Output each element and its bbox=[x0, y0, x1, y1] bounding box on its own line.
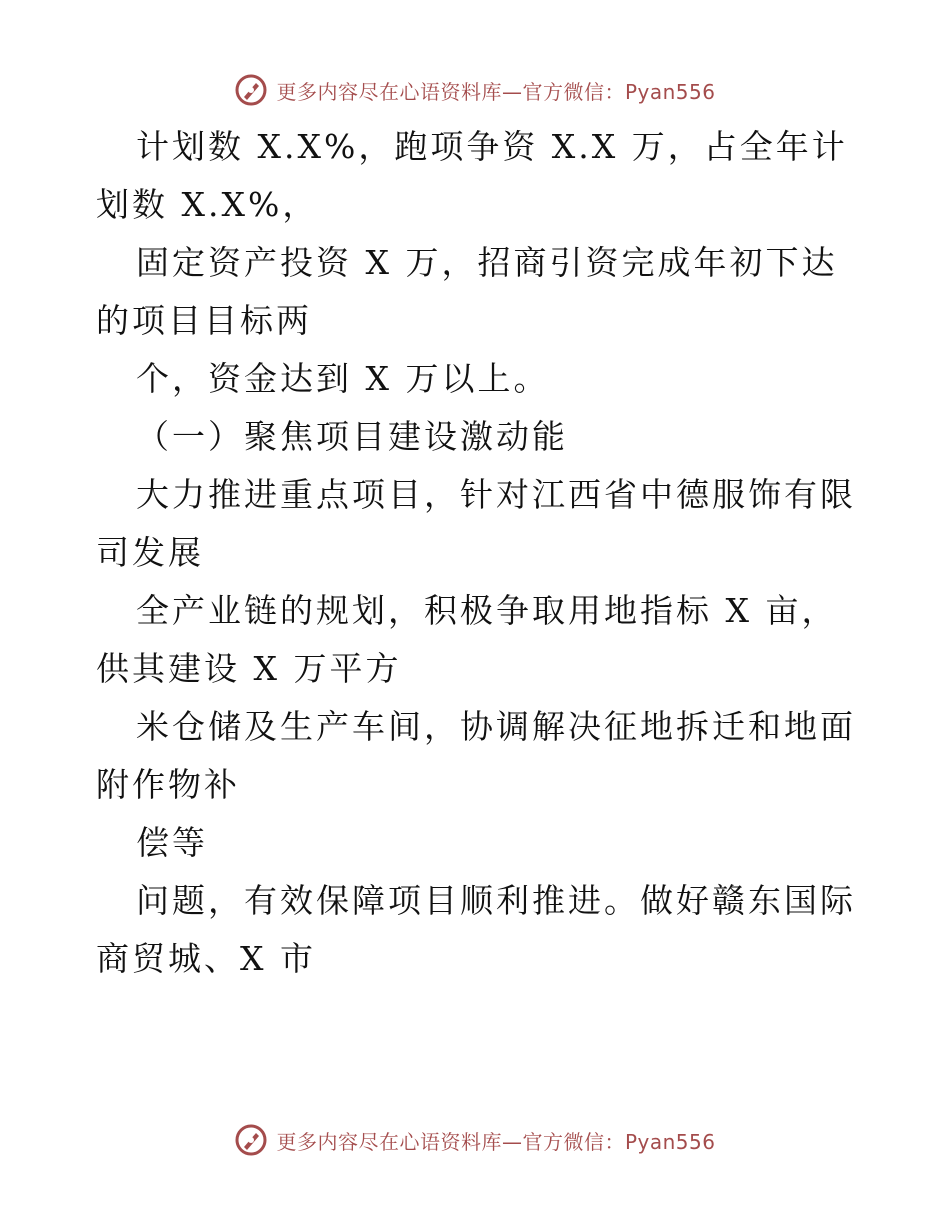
header-watermark-text: 更多内容尽在心语资料库—官方微信：Pyan556 bbox=[276, 79, 716, 104]
header-watermark bbox=[0, 70, 950, 110]
paragraph: 固定资产投资 X 万，招商引资完成年初下达的项目目标两 bbox=[96, 243, 838, 340]
paragraph: 计划数 X.X%，跑项争资 X.X 万，占全年计划数 X.X%， bbox=[96, 127, 848, 224]
footer-watermark-text: 更多内容尽在心语资料库—官方微信：Pyan556 bbox=[276, 1129, 716, 1154]
paragraph: 大力推进重点项目，针对江西省中德服饰有限司发展 bbox=[96, 475, 856, 572]
section-heading: （一）聚焦项目建设激动能 bbox=[136, 417, 568, 456]
paragraph: 全产业链的规划，积极争取用地指标 X 亩，供其建设 X 万平方 bbox=[96, 591, 838, 688]
footer-watermark bbox=[0, 1120, 950, 1160]
pen-logo-icon bbox=[234, 73, 268, 107]
paragraph: 个，资金达到 X 万以上。 bbox=[136, 359, 550, 398]
document-body bbox=[96, 118, 856, 988]
paragraph: 米仓储及生产车间，协调解决征地拆迁和地面附作物补 bbox=[96, 707, 856, 804]
pen-logo-icon bbox=[234, 1123, 268, 1157]
paragraph: 偿等 bbox=[136, 823, 208, 862]
paragraph: 问题，有效保障项目顺利推进。做好赣东国际商贸城、X 市 bbox=[96, 881, 856, 978]
